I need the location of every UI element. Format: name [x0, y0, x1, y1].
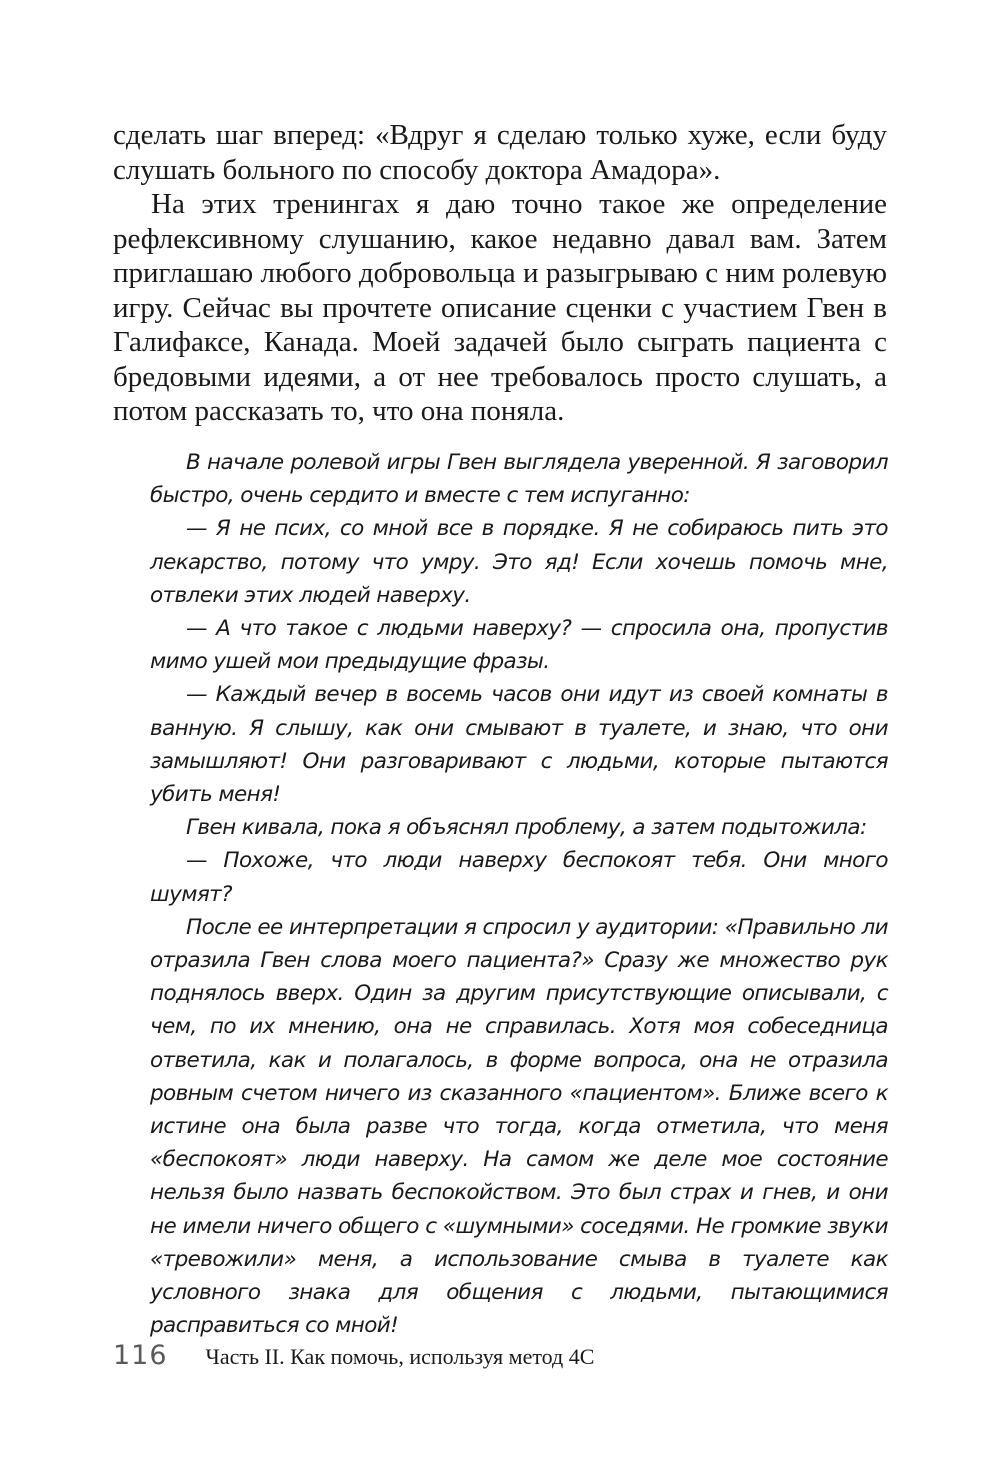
role-play-excerpt: [150, 446, 888, 1342]
excerpt-paragraph: В начале ролевой игры Гвен выглядела уверенной. Я заговорил быстро, очень сердито и вместе с тем испуганно:: [150, 450, 888, 509]
excerpt-paragraph: — А что такое с людьми наверху? — спросила она, пропустив мимо ушей мои предыдущие фразы.: [150, 616, 888, 675]
excerpt-paragraph: После ее интерпретации я спросил у аудитории: «Правильно ли отразила Гвен слова моего пациента?» Сразу же множество рук поднялось вверх. Один за другим присутствующие описывали, с чем, по их мнению, она не справилась. Хотя моя собеседница ответила, как и полагалось, в форме вопроса, она не отразила ровным счетом ничего из сказанного «пациентом». Ближе всего к истине она была разве что тогда, когда отметила, что меня «беспокоят» люди наверху. На самом же деле мое состояние нельзя было назвать беспокойством. Это был страх и гнев, и они не имели ничего общего с «шумными» соседями. Не громкие звуки «тревожили» меня, а использование смыва в туалете как условного знака для общения с людьми, пытающимися расправиться со мной!: [150, 914, 888, 1339]
body-text: [113, 118, 887, 429]
body-paragraph: На этих тренингах я даю точно такое же определение рефлексивному слушанию, какое недавно давал вам. Затем приглашаю любого добровольца и разыгрываю с ним ролевую игру. Сейчас вы прочтете описание сценки с участием Гвен в Галифаксе, Канада. Моей задачей было сыграть пациента с бредовыми идеями, а от нее требовалось просто слушать, а потом рассказать то, что она поняла.: [113, 188, 887, 427]
page-number: 116: [113, 1340, 168, 1371]
excerpt-paragraph: — Я не псих, со мной все в порядке. Я не собираюсь пить это лекарство, потому что умру. Это яд! Если хочешь помочь мне, отвлеки этих людей наверху.: [150, 516, 888, 608]
excerpt-paragraph: Гвен кивала, пока я объяснял проблему, а затем подытожила:: [186, 815, 867, 841]
excerpt-paragraph: — Похоже, что люди наверху беспокоят тебя. Они много шумят?: [150, 848, 888, 907]
page-footer: [113, 1340, 887, 1380]
running-head: Часть II. Как помочь, используя метод 4С: [205, 1344, 595, 1369]
excerpt-paragraph: — Каждый вечер в восемь часов они идут из своей комнаты в ванную. Я слышу, как они смывают в туалете, и знаю, что они замышляют! Они разговаривают с людьми, которые пытаются убить меня!: [150, 682, 888, 808]
body-paragraph: сделать шаг вперед: «Вдруг я сделаю только хуже, если буду слушать больного по способу доктора Амадора».: [113, 119, 887, 186]
